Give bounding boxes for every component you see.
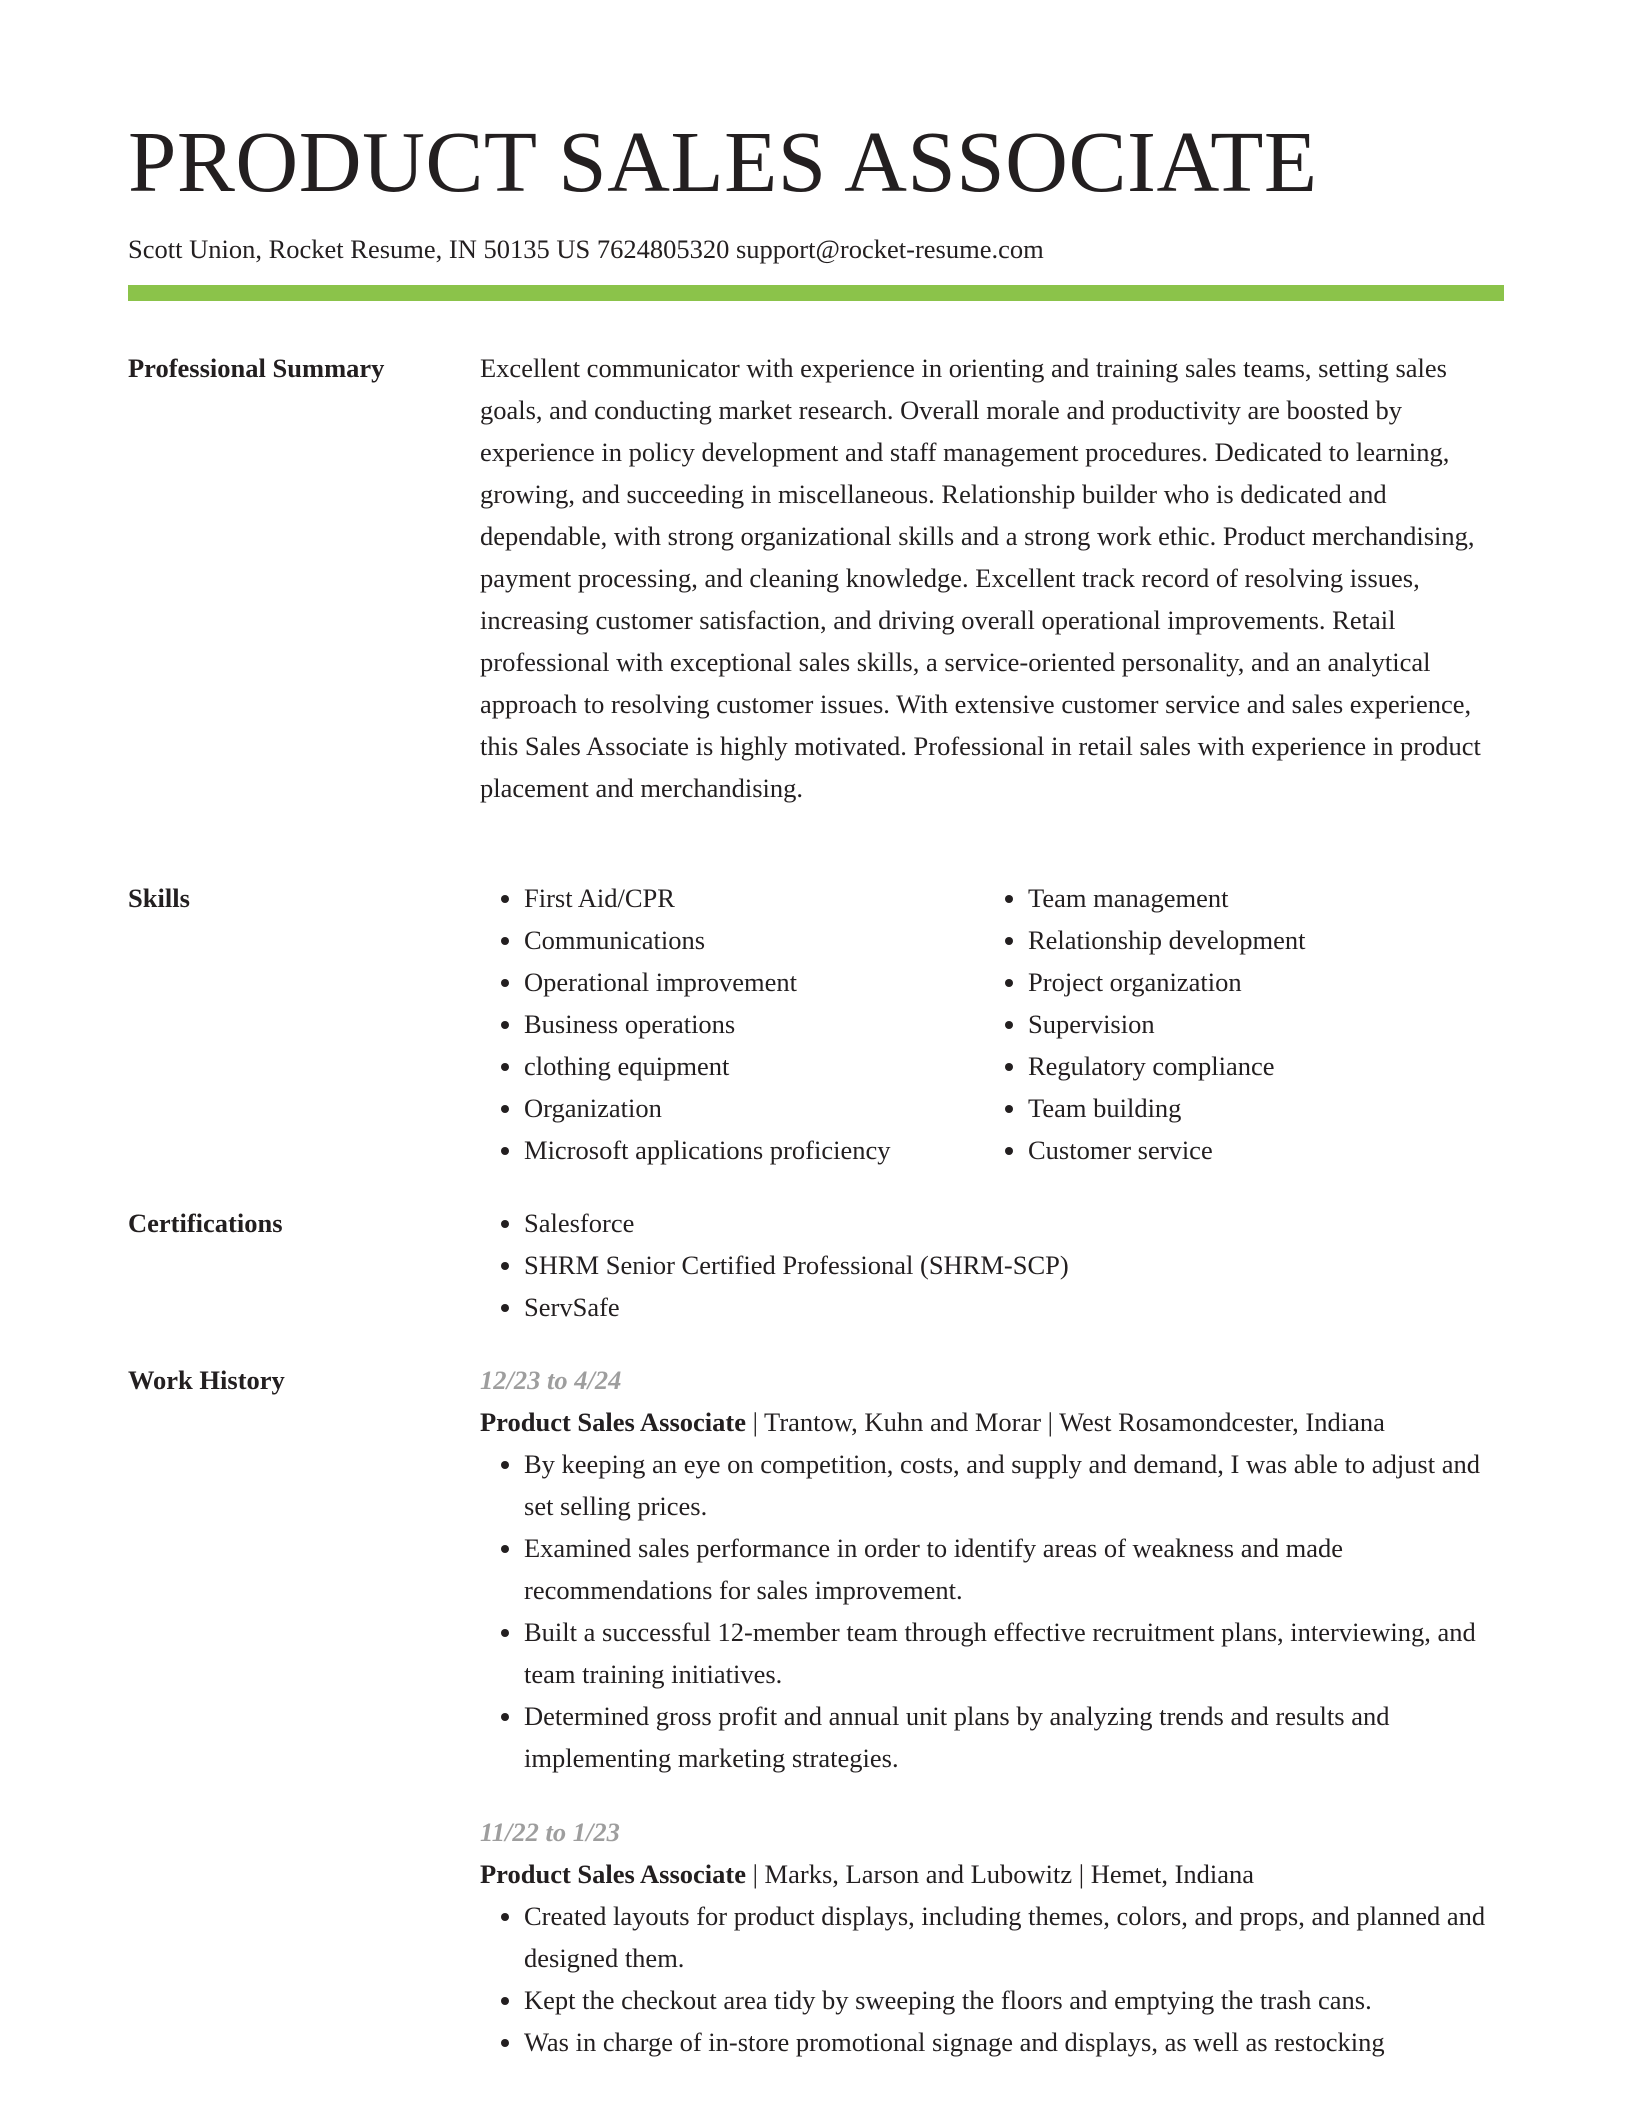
skills-column-right: [984, 877, 1488, 1171]
job-company-location: | Marks, Larson and Lubowitz | Hemet, Indiana: [745, 1859, 1255, 1889]
job-duty: • By keeping an eye on competition, costs, and supply and demand, I was able to adjust and set selling prices.: [524, 1443, 1504, 1527]
skill-item: • Organization: [524, 1087, 984, 1129]
job-heading: [480, 1853, 1504, 1895]
skills-body: [480, 877, 1504, 1171]
skill-item: • Relationship development: [1028, 919, 1488, 961]
job-duty: • Built a successful 12-member team through effective recruitment plans, interviewing, and team training initiatives.: [524, 1611, 1504, 1695]
job-duty: • Created layouts for product displays, including themes, colors, and props, and planned and designed them.: [524, 1895, 1504, 1979]
job-dates: 11/22 to 1/23: [480, 1817, 620, 1847]
job-entry: [480, 1811, 1504, 2063]
skill-item: • clothing equipment: [524, 1045, 984, 1087]
skill-item: • Operational improvement: [524, 961, 984, 1003]
skill-item: • Regulatory compliance: [1028, 1045, 1488, 1087]
contact-line: Scott Union, Rocket Resume, IN 50135 US 7624805320 support@rocket-resume.com: [128, 234, 1044, 264]
job-entry: [480, 1359, 1504, 1779]
job-duty: • Kept the checkout area tidy by sweeping the floors and emptying the trash cans.: [524, 1979, 1504, 2021]
skill-item: • Customer service: [1028, 1129, 1488, 1171]
skill-item: • Communications: [524, 919, 984, 961]
job-company-location: | Trantow, Kuhn and Morar | West Rosamondcester, Indiana: [745, 1407, 1385, 1437]
job-dates: 12/23 to 4/24: [480, 1365, 622, 1395]
job-heading: [480, 1401, 1504, 1443]
job-duty: • Determined gross profit and annual unit plans by analyzing trends and results and implementing marketing strategies.: [524, 1695, 1504, 1779]
certifications-body: [480, 1202, 1504, 1328]
job-title: Product Sales Associate: [480, 1407, 746, 1437]
job-duty: • Was in charge of in-store promotional signage and displays, as well as restocking: [524, 2021, 1504, 2063]
summary-body: [480, 347, 1504, 809]
skills-list-right: [984, 877, 1488, 1171]
skills-list-left: [480, 877, 984, 1171]
skill-item: • Team management: [1028, 877, 1488, 919]
work-history-label: Work History: [128, 1365, 285, 1395]
certifications-label: Certifications: [128, 1208, 283, 1238]
skills-columns: [480, 877, 1504, 1171]
job-duties-list: [480, 1895, 1504, 2063]
accent-divider: [128, 285, 1504, 301]
job-title: Product Sales Associate: [480, 1859, 746, 1889]
certification-item: • Salesforce: [524, 1202, 1504, 1244]
skill-item: • Supervision: [1028, 1003, 1488, 1045]
resume-title: PRODUCT SALES ASSOCIATE: [128, 113, 1318, 210]
skill-item: • Team building: [1028, 1087, 1488, 1129]
certification-item: • SHRM Senior Certified Professional (SHRM-SCP): [524, 1244, 1504, 1286]
skills-label: Skills: [128, 883, 190, 913]
job-duty: • Examined sales performance in order to identify areas of weakness and made recommendations for sales improvement.: [524, 1527, 1504, 1611]
work-history-body: [480, 1359, 1504, 2095]
certifications-list: [480, 1202, 1504, 1328]
skill-item: • First Aid/CPR: [524, 877, 984, 919]
job-duties-list: [480, 1443, 1504, 1779]
skill-item: • Microsoft applications proficiency: [524, 1129, 984, 1171]
skill-item: • Business operations: [524, 1003, 984, 1045]
summary-text: Excellent communicator with experience in orienting and training sales teams, setting sales goals, and conducting market research. Overall morale and productivity are boosted by experience in policy development and staff management procedures. Dedicated to learning, growing, and succeeding in miscellaneous. Relationship builder who is dedicated and dependable, with strong organizational skills and a strong work ethic. Product merchandising, payment processing, and cleaning knowledge. Excellent track record of resolving issues, increasing customer satisfaction, and driving overall operational improvements. Retail professional with exceptional sales skills, a service-oriented personality, and an analytical approach to resolving customer issues. With extensive customer service and sales experience, this Sales Associate is highly motivated. Professional in retail sales with experience in product placement and merchandising.: [480, 353, 1481, 803]
skill-item: • Project organization: [1028, 961, 1488, 1003]
certification-item: • ServSafe: [524, 1286, 1504, 1328]
skills-column-left: [480, 877, 984, 1171]
summary-label: Professional Summary: [128, 353, 385, 383]
